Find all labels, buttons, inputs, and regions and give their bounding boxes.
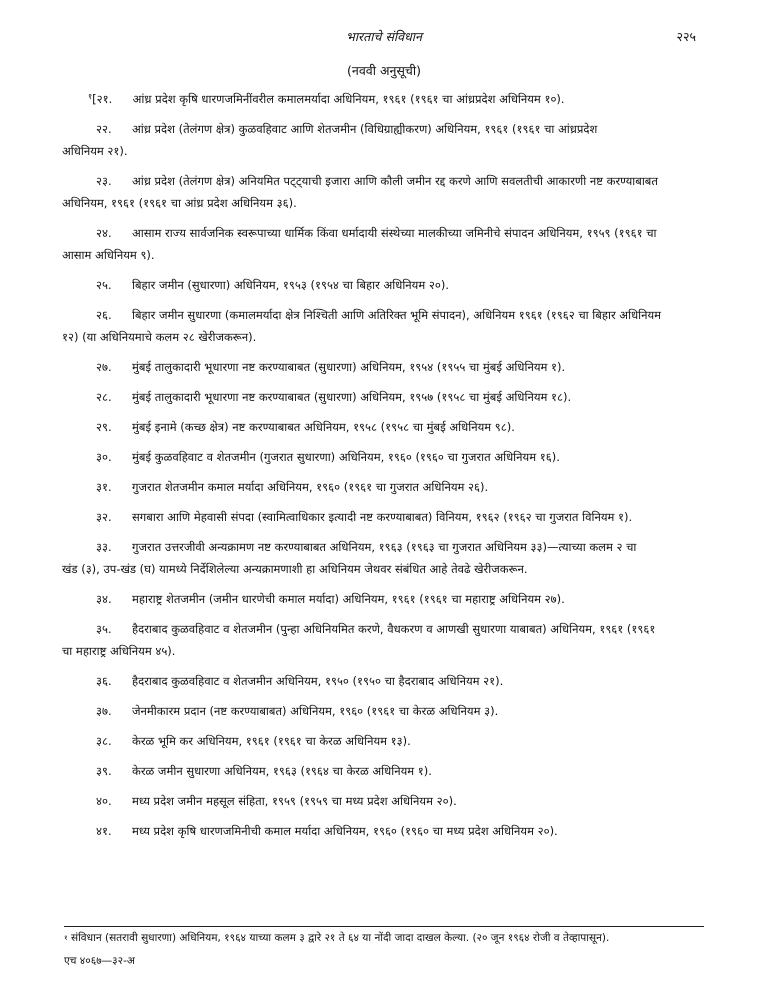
entry-item [62,536,704,580]
entry-text: सगबारा आणि मेहवासी संपदा (स्वामित्वाधिकार इत्यादी नष्ट करण्याबाबत) विनियम, १९६२ (१९६२ चा गुजरात विनियम १). [132,510,633,524]
entry-text: मुंबई कुळवहिवाट व शेतजमीन (गुजरात सुधारणा) अधिनियम, १९६० (१९६० चा गुजरात अधिनियम १६). [132,450,560,464]
entry-text: हैदराबाद कुळवहिवाट व शेतजमीन अधिनियम, १९५० (१९५० चा हैदराबाद अधिनियम २१). [132,674,504,688]
footnote-text: संविधान (सतरावी सुधारणा) अधिनियम, १९६४ याच्या कलम ३ द्वारे २१ ते ६४ या नोंदी जादा दाखल केल्या. (२० जून १९६४ रोजी व तेव्हापासून). [70,932,610,944]
entry-number: २४. [96,226,112,240]
entry-bracket: [ [92,92,97,106]
entry-text: गुजरात उत्तरजीवी अन्यक्रामण नष्ट करण्याबाबत अधिनियम, १९६३ (१९६३ चा गुजरात अधिनियम ३३)—त्याच्या कलम २ चा [132,540,637,554]
entry-number: ३१. [96,480,112,494]
entry-text: महाराष्ट्र शेतजमीन (जमीन धारणेची कमाल मर्यादा) अधिनियम, १९६१ (१९६१ चा महाराष्ट्र अधिनियम २७). [132,592,565,606]
entry-number: २९. [96,420,112,434]
entry-text: जेनमीकारम प्रदान (नष्ट करण्याबाबत) अधिनियम, १९६० (१९६१ चा केरळ अधिनियम ३). [132,704,499,718]
entry-number: २१. [96,92,113,106]
entry-number: ३७. [96,704,112,718]
schedule-title: (नववी अनुसूची) [347,63,421,78]
entry-item [96,730,704,752]
entry-item [88,88,704,110]
entry-item [62,304,704,348]
entry-text: बिहार जमीन सुधारणा (कमालमर्यादा क्षेत्र निश्चिती आणि अतिरिक्त भूमि संपादन), अधिनियम १९६१ (१९६२ चा बिहार अधिनियम [132,308,662,322]
entry-text: केरळ भूमि कर अधिनियम, १९६१ (१९६१ चा केरळ अधिनियम १३). [132,734,411,748]
entry-item [62,618,704,662]
entry-footnote-marker: १ [88,92,93,101]
entry-text: गुजरात शेतजमीन कमाल मर्यादा अधिनियम, १९६० (१९६१ चा गुजरात अधिनियम २६). [132,480,489,494]
entry-number: ३९. [96,764,112,778]
entry-number: ३६. [96,674,112,688]
entry-number: ३०. [96,450,112,464]
entry-text: आंध्र प्रदेश (तेलंगण क्षेत्र) कुळवहिवाट आणि शेतजमीन (विधिग्राह्यीकरण) अधिनियम, १९६१ (१९६१ चा आंध्रप्रदेश [132,122,598,136]
entry-text-continuation: अधिनियम, १९६१ (१९६१ चा आंध्र प्रदेश अधिनियम ३६). [62,196,297,210]
entry-item [62,222,704,266]
footnote [64,930,704,946]
entry-item [96,356,704,378]
entries-list [62,88,704,842]
entry-number: ३८. [96,734,112,748]
entry-text: बिहार जमीन (सुधारणा) अधिनियम, १९५३ (१९५४ चा बिहार अधिनियम २०). [132,278,449,292]
entry-text: आंध्र प्रदेश कृषि धारणजमिनींवरील कमालमर्यादा अधिनियम, १९६१ (१९६१ चा आंध्रप्रदेश अधिनियम १०). [132,92,565,106]
footnote-marker: १ [64,934,68,942]
entry-text-continuation: चा महाराष्ट्र अधिनियम ४५). [62,644,176,658]
entry-text: मध्य प्रदेश जमीन महसूल संहिता, १९५९ (१९५९ चा मध्य प्रदेश अधिनियम २०). [132,794,457,808]
entry-item [96,506,704,528]
entry-text: मध्य प्रदेश कृषि धारणजमिनीची कमाल मर्यादा अधिनियम, १९६० (१९६० चा मध्य प्रदेश अधिनियम २०). [132,824,558,838]
entry-number: ३२. [96,510,112,524]
entry-number: ४१. [96,824,112,838]
entry-number: ३३. [96,540,112,554]
entry-item [96,790,704,812]
entry-number: २५. [96,278,112,292]
entry-number: २७. [96,360,112,374]
entry-item [96,446,704,468]
running-header-title: भारताचे संविधान [346,29,422,44]
entry-number: २३. [96,174,112,188]
footnote-divider [64,926,704,927]
entry-number: ३५. [96,622,112,636]
entry-number: ३४. [96,592,112,606]
entry-item [96,670,704,692]
print-code: एच ४०६७—३२-अ [64,955,135,967]
page-number: २२५ [676,29,696,44]
entry-text: हैदराबाद कुळवहिवाट व शेतजमीन (पुन्हा अधिनियमित करणे, वैधकरण व आणखी सुधारणा याबाबत) अधिनियम, १९६१ (१९६१ [132,622,656,636]
entry-item [96,700,704,722]
entry-item [96,476,704,498]
entry-text: आसाम राज्य सार्वजनिक स्वरूपाच्या धार्मिक किंवा धर्मादायी संस्थेच्या मालकीच्या जमिनीचे संपादन अधिनियम, १९५९ (१९६१ चा [132,226,657,240]
entry-number: ४०. [96,794,112,808]
entry-item [96,274,704,296]
entry-text: मुंबई तालुकादारी भूधारणा नष्ट करण्याबाबत (सुधारणा) अधिनियम, १९५४ (१९५५ चा मुंबई अधिनियम १). [132,360,566,374]
entry-number: २६. [96,308,112,322]
entry-text-continuation: खंड (३), उप-खंड (घ) यामध्ये निर्देशिलेल्या अन्यक्रामणाशी हा अधिनियम जेथवर संबंधित आहे तेवढे खेरीजकरून. [62,562,528,576]
entry-text: मुंबई इनामे (कच्छ क्षेत्र) नष्ट करण्याबाबत अधिनियम, १९५८ (१९५८ चा मुंबई अधिनियम ९८). [132,420,515,434]
entry-number: २२. [96,122,112,136]
entry-text-continuation: १२) (या अधिनियमाचे कलम २८ खेरीजकरून). [62,330,257,344]
entry-text: आंध्र प्रदेश (तेलंगण क्षेत्र) अनियमित पट्ट्याची इजारा आणि कौली जमीन रद्द करणे आणि सवलतीची आकारणी नष्ट करण्याबाबत [132,174,658,188]
entry-item [96,416,704,438]
entry-item [62,118,704,162]
entry-number: २८. [96,390,112,404]
entry-item [96,588,704,610]
entry-item [96,760,704,782]
entry-text-continuation: अधिनियम २१). [62,144,128,158]
entry-text: केरळ जमीन सुधारणा अधिनियम, १९६३ (१९६४ चा केरळ अधिनियम १). [132,764,432,778]
entry-text: मुंबई तालुकादारी भूधारणा नष्ट करण्याबाबत (सुधारणा) अधिनियम, १९५७ (१९५८ चा मुंबई अधिनियम १८). [132,390,572,404]
entry-item [96,820,704,842]
entry-item [62,170,704,214]
entry-item [96,386,704,408]
entry-text-continuation: आसाम अधिनियम ९). [62,248,155,262]
